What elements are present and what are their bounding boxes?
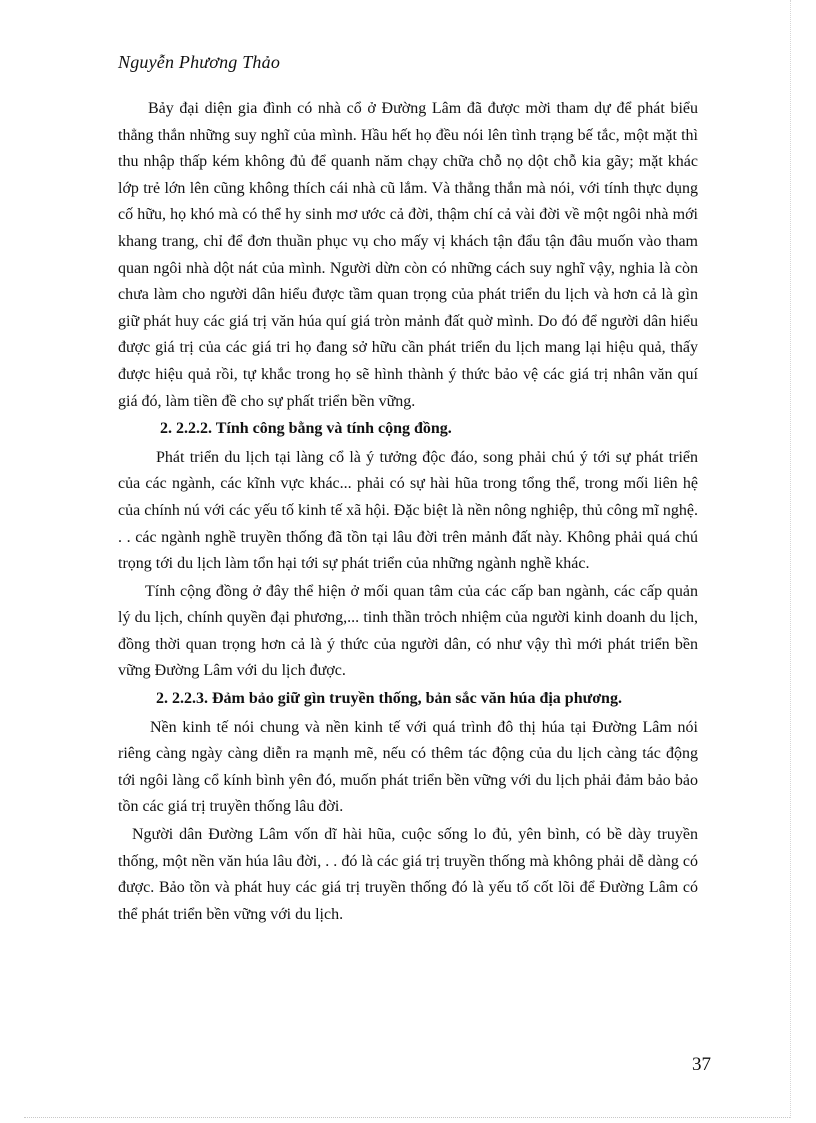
paragraph: Người dân Đường Lâm vốn dĩ hài hũa, cuộc sống lo đủ, yên bình, có bề dày truyền thống, một nền văn húa lâu đời, . . đó là các giá trị truyền thống mà không phải dễ dàng có được. Bảo tồn và phát huy các giá trị truyền thống đó là yếu tố cốt lõi để Đường Lâm có thể phát triển bền vững với du lịch. <box>118 826 698 923</box>
page-edge-divider <box>790 0 791 1118</box>
page-bottom-divider <box>24 1117 790 1118</box>
section-heading: 2. 2.2.2. Tính công bằng và tính cộng đồng. <box>160 420 452 438</box>
page-number: 37 <box>692 1054 711 1075</box>
section-heading: 2. 2.2.3. Đảm bảo giữ gìn truyền thống, bản sắc văn húa địa phương. <box>156 690 622 708</box>
paragraph: Phát triển du lịch tại làng cổ là ý tưởng độc đáo, song phải chú ý tới sự phát triển của các ngành, các kĩnh vực khác... phải có sự hài hũa trong tổng thể, trong mối liên hệ của chính nú với các yếu tố kinh tế xã hội. Đặc biệt là nền nông nghiệp, thủ công mĩ nghệ. . . các ngành nghề truyền thống đã tồn tại lâu đời trên mảnh đất này. Không phải quá chú trọng tới du lịch làm tổn hại tới sự phát triển của những ngành nghề khác. <box>118 448 698 573</box>
document-body <box>118 96 698 928</box>
paragraph: Bảy đại diện gia đình có nhà cổ ở Đường Lâm đã được mời tham dự để phát biểu thẳng thắn những suy nghĩ của mình. Hầu hết họ đều nói lên tình trạng bế tắc, một mặt thì thu nhập thấp kém không đủ để quanh năm chạy chữa chỗ nọ dột chỗ kia gãy; mặt khác lớp trẻ lớn lên cũng không thích cái nhà cũ lắm. Và thẳng thắn mà nói, với tính thực dụng cố hữu, họ khó mà có thể hy sinh mơ ước cả đời, thậm chí cả vài đời về một ngôi nhà mới khang trang, chỉ để đơn thuần phục vụ cho mấy vị khách tận đẩu tận đâu muốn vào tham quan ngôi nhà dột nát của mình. Người dừn còn có những cách suy nghĩ vậy, nghia là còn chưa làm cho người dân hiểu được tầm quan trọng của phát triển du lịch và hơn cả là gìn giữ phát huy các giá trị văn húa quí giá tròn mảnh đất quờ mình. Do đó để người dân hiểu được giá trị của các giá tri họ đang sở hữu cần phát triển du lịch mang lại hiệu quả, thấy được hiệu quả rồi, tự khắc trong họ sẽ hình thành ý thức bảo vệ các giá trị nhân văn quí giá đó, làm tiền đề cho sự phất triển bền vững. <box>118 100 698 410</box>
paragraph: Tính cộng đồng ở đây thể hiện ở mối quan tâm của các cấp ban ngành, các cấp quản lý du lịch, chính quyền đại phương,... tinh thần trỏch nhiệm của người kinh doanh du lịch, đồng thời quan trọng hơn cả là ý thức của người dân, có như vậy thì mới phát triển bền vững Đường Lâm với du lịch được. <box>118 582 698 680</box>
paragraph: Nền kinh tế nói chung và nền kinh tế với quá trình đô thị húa tại Đường Lâm nói riêng càng ngày càng diễn ra mạnh mẽ, nếu có thêm tác động của du lịch càng tác động tới ngôi làng cổ kính bình yên đó, muốn phát triển bền vững với du lịch phải đảm bảo bảo tồn các giá trị truyền thống lâu đời. <box>118 718 698 816</box>
page-header-author: Nguyễn Phương Thảo <box>118 52 281 72</box>
